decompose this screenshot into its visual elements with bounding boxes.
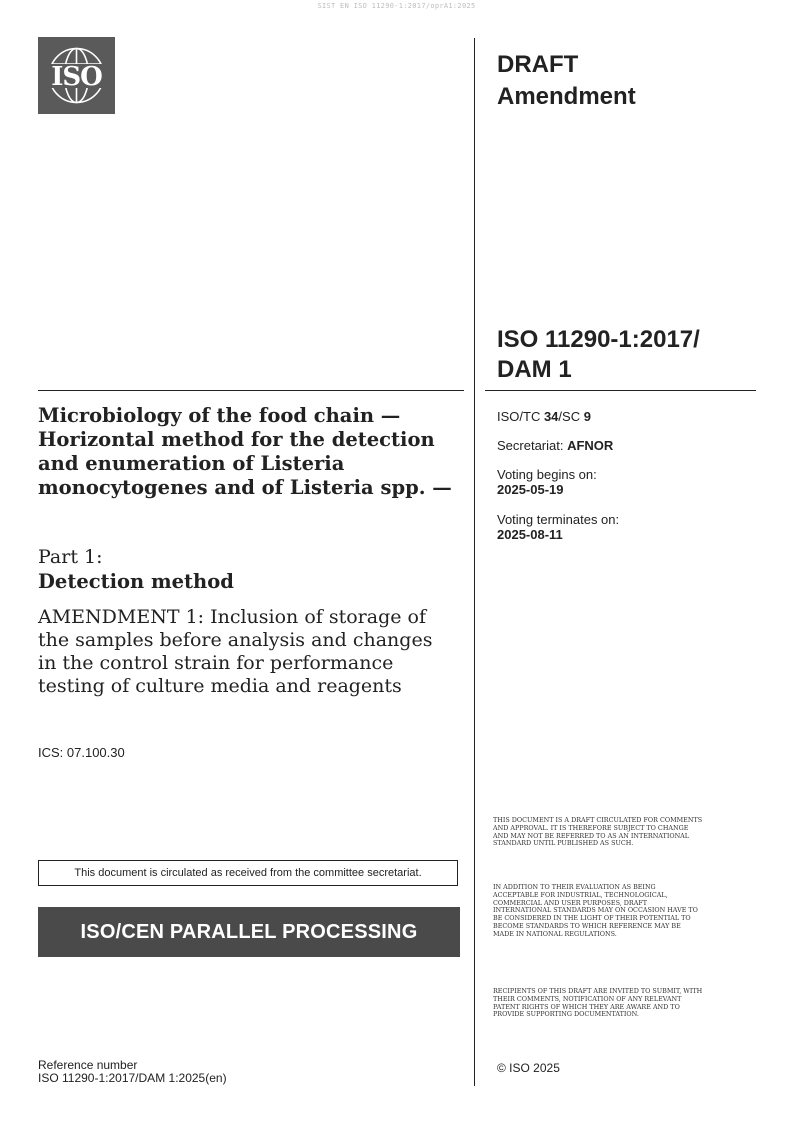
vertical-divider [474, 38, 475, 1086]
voting-ends-date: 2025-08-11 [497, 527, 563, 542]
disclaimer-paragraph: THIS DOCUMENT IS A DRAFT CIRCULATED FOR COMMENTS AND APPROVAL. IT IS THEREFORE SUBJECT TO CHANGE AND MAY NOT BE REFERRED TO AS AN INTERNATIONAL STANDARD UNTIL PUBLISHED AS SUCH. [493, 816, 703, 848]
standard-number-line2: DAM 1 [497, 356, 572, 383]
doc-type-line1: DRAFT [497, 51, 579, 78]
disclaimer-paragraph: RECIPIENTS OF THIS DRAFT ARE INVITED TO SUBMIT, WITH THEIR COMMENTS, NOTIFICATION OF ANY RELEVANT PATENT RIGHTS OF WHICH THEY ARE AWARE AND TO PROVIDE SUPPORTING DOCUMENTATION. [493, 987, 703, 1019]
right-rule [485, 390, 756, 391]
doc-type-line2: Amendment [497, 83, 636, 110]
secretariat: Secretariat: AFNOR [497, 438, 614, 453]
part-title: Detection method [38, 570, 234, 593]
left-rule [38, 390, 464, 391]
amendment-title: AMENDMENT 1: Inclusion of storage of the samples before analysis and changes in the control strain for performance testing of culture media and reagents [38, 606, 433, 697]
reference-value: ISO 11290-1:2017/DAM 1:2025(en) [38, 1071, 227, 1085]
parallel-processing-banner: ISO/CEN PARALLEL PROCESSING [38, 907, 460, 957]
ics-code: ICS: 07.100.30 [38, 745, 125, 760]
circulation-note: This document is circulated as received from the committee secretariat. [38, 860, 458, 886]
watermark: SIST EN ISO 11290-1:2017/oprA1:2025 [317, 2, 476, 10]
standard-number-line1: ISO 11290-1:2017/ [497, 326, 700, 353]
voting-ends-label: Voting terminates on: [497, 512, 620, 527]
committee: ISO/TC 34/SC 9 [497, 409, 591, 424]
part-number: Part 1: [38, 546, 103, 568]
disclaimer-paragraph: IN ADDITION TO THEIR EVALUATION AS BEING ACCEPTABLE FOR INDUSTRIAL, TECHNOLOGICAL, COMMERCIAL AND USER PURPOSES, DRAFT INTERNATIONAL STANDARDS MAY ON OCCASION HAVE TO BE CONSIDERED IN THE LIGHT OF THEIR POTENTIAL TO BECOME STANDARDS TO WHICH REFERENCE MAY BE MADE IN NATIONAL REGULATIONS. [493, 883, 698, 938]
iso-logo [38, 37, 115, 114]
voting-begins-label: Voting begins on: [497, 467, 597, 482]
logo-text: ISO [51, 62, 102, 92]
copyright: © ISO 2025 [497, 1061, 560, 1075]
voting-begins-date: 2025-05-19 [497, 482, 564, 497]
reference-number [38, 1059, 227, 1085]
document-title: Microbiology of the food chain — Horizontal method for the detection and enumeration of Listeria monocytogenes and of Listeria spp. — [38, 404, 452, 499]
reference-label: Reference number [38, 1058, 138, 1072]
